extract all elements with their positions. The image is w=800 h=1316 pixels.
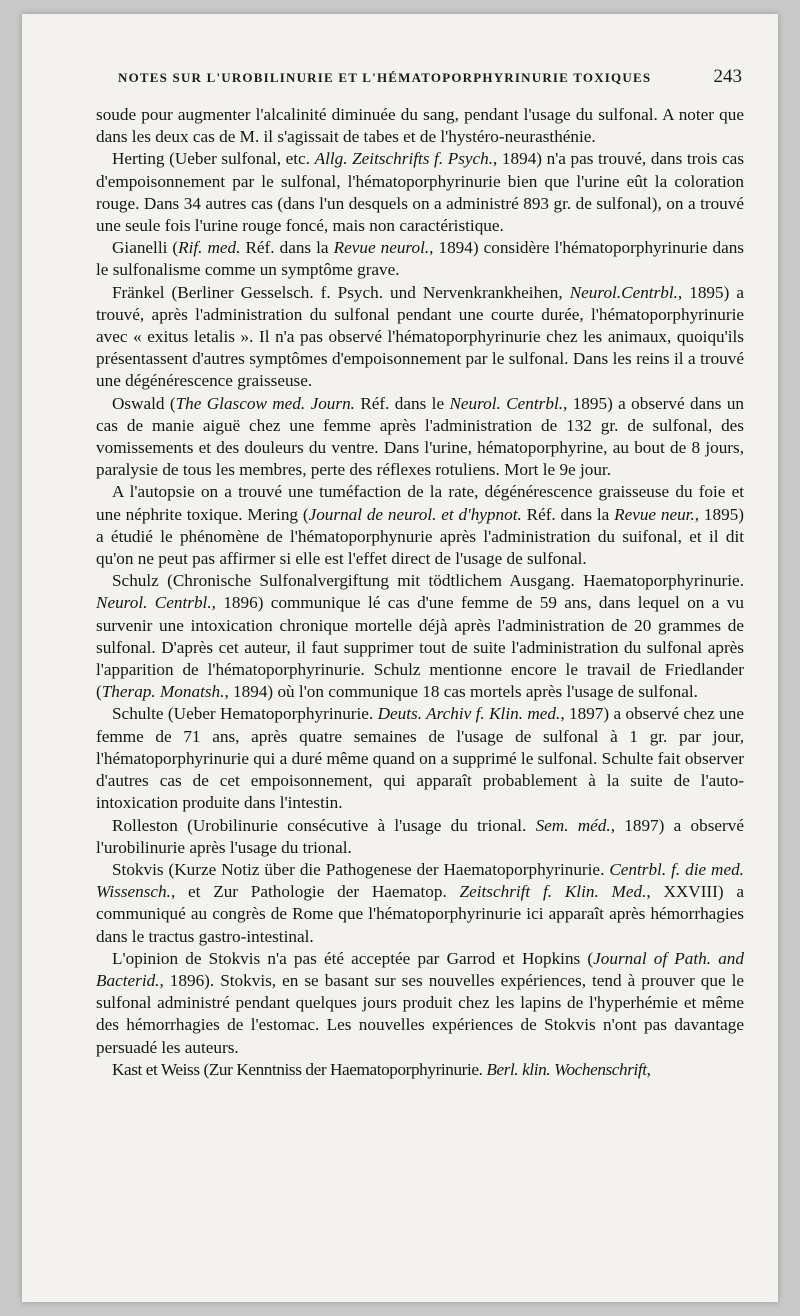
text-run: Herting (Ueber sulfonal, etc. <box>112 149 315 169</box>
text-run: , et Zur Pathologie der Haematop. <box>170 882 460 902</box>
text-run: Fränkel (Berliner Gesselsch. f. Psych. und Nervenkrankheihen, <box>112 282 570 302</box>
book-page <box>22 14 778 1302</box>
paragraph <box>96 859 744 948</box>
text-run: A l'autopsie on a trouvé une tuméfaction de la rate, dégénérescence graisseuse du foie et une néphrite toxique. Mering ( <box>96 482 744 524</box>
text-run: , 1896). Stokvis, en se basant sur ses nouvelles expériences, tend à prouver que le sulfonal administré pendant quelques jours produit chez les lapins de l'hyperhémie et même des hémorrhagies de l'estomac. Les nouvelles expériences de Stokvis n'ont pas davantage persuadé les auteurs. <box>96 970 744 1057</box>
text-run: , 1895) a étudié le phénomène de l'hématoporphynurie après l'administration du suifonal, et il dit qu'on ne peut pas affirmer si elle est l'effet direct de l'usage de sulfonal. <box>96 504 744 569</box>
text-run: soude pour augmenter l'alcalinité diminuée du sang, pendant l'usage du sulfonal. A noter que dans les deux cas de M. il s'agissait de tabes et de l'hystéro-neurasthénie. <box>96 105 744 147</box>
paragraph <box>96 570 744 703</box>
text-run: Oswald ( <box>112 393 176 413</box>
citation-italic: The Glascow med. Journ. <box>175 393 355 413</box>
body-text <box>96 104 744 1081</box>
citation-italic: Deuts. Archiv f. Klin. med. <box>377 704 561 724</box>
text-run: , 1897) a observé chez une femme de 71 ans, après quatre semaines de l'usage de sulfonal à 1 gr. par jour, l'hématoporphyrinurie qui a duré même quand on a supprimé le sulfonal. Schulte fait observer d'autres cas de cet empoisonnement, qui apparaît probablement à la suite de l'auto-intoxication produite dans l'intestin. <box>96 704 744 813</box>
text-run: , 1894) où l'on communique 18 cas mortels après l'usage de sulfonal. <box>224 682 698 702</box>
citation-italic: Journal of Path. and Bacterid. <box>96 948 744 990</box>
text-run: Réf. dans le <box>354 393 450 413</box>
paragraph <box>96 948 744 1059</box>
citation-italic: Berl. klin. Wochenschrift <box>486 1059 647 1079</box>
text-run: Kast et Weiss (Zur Kenntniss der Haematoporphyrinurie. <box>112 1059 487 1079</box>
text-run: Réf. dans la <box>240 238 334 258</box>
citation-italic: Revue neurol. <box>333 238 430 258</box>
text-run: , 1894) n'a pas trouvé, dans trois cas d'empoisonnement par le sulfonal, l'hématoporphyrinurie bien que l'urine eût la coloration rouge. Dans 34 autres cas (dans l'un desquels on a administré 893 gr. de sulfonal), on a trouvé une seule fois l'urine rouge foncé, mais non caractéristique. <box>96 149 745 236</box>
citation-italic: Neurol. Centrbl. <box>449 393 564 413</box>
citation-italic: Rif. med. <box>178 238 241 258</box>
paragraph <box>96 703 744 814</box>
citation-italic: Allg. Zeitschrifts f. Psych. <box>314 149 494 169</box>
text-run: Schulte (Ueber Hematoporphyrinurie. <box>112 704 378 724</box>
citation-italic: Zeitschrift f. Klin. Med. <box>459 882 647 902</box>
text-run: , <box>646 1059 651 1079</box>
text-run: Gianelli ( <box>112 238 179 258</box>
text-run: , XXVIII) a communiqué au congrès de Rome que l'hématoporphyrinurie ici apparaît après hémorrhagies dans le tractus gastro-intestinal. <box>96 882 744 946</box>
paragraph <box>96 237 744 281</box>
text-run: L'opinion de Stokvis n'a pas été acceptée par Garrod et Hopkins ( <box>112 948 594 968</box>
text-run: , 1894) considère l'hématoporphyrinurie dans le sulfonalisme comme un symptôme grave. <box>96 238 744 280</box>
text-run: Stokvis (Kurze Notiz über die Pathogenese der Haematoporphyrinurie. <box>112 859 610 879</box>
paragraph <box>96 1059 744 1081</box>
page-number: 243 <box>713 66 742 87</box>
text-run: Rolleston (Urobilinurie consécutive à l'usage du trional. <box>112 815 536 835</box>
text-run: , 1896) communique lé cas d'une femme de 59 ans, dans lequel on a vu survenir une intoxication chronique mortelle déjà après l'administration de 20 grammes de sulfonal. D'après cet auteur, il faut supprimer tout de suite l'administration du sulfonal après l'apparition de l'hématoporphyrinurie. Schulz mentionne encore le travail de Friedlander ( <box>96 593 744 702</box>
paragraph <box>96 282 744 393</box>
text-run: Réf. dans la <box>521 504 615 524</box>
citation-italic: Centrbl. f. die med. Wissensch. <box>96 859 744 902</box>
citation-italic: Sem. méd. <box>535 815 611 835</box>
paragraph <box>96 104 744 148</box>
page-header <box>118 66 742 88</box>
paragraph <box>96 481 744 570</box>
citation-italic: Neurol. Centrbl. <box>96 593 212 613</box>
citation-italic: Journal de neurol. et d'hypnot. <box>308 504 522 524</box>
paragraph <box>96 815 744 859</box>
citation-italic: Neurol.Centrbl. <box>569 282 678 302</box>
text-run: , 1897) a observé l'urobilinurie après l'usage du trional. <box>96 815 744 857</box>
citation-italic: Revue neur. <box>614 504 695 524</box>
text-run: , 1895) a observé dans un cas de manie aiguë chez une femme après l'administration de 132 gr. de sulfonal, des vomissements et des douleurs du ventre. Dans l'urine, hématoporphyrine, au bout de 8 jours, paralysie de tous les membres, perte des réflexes rotuliens. Mort le 9e jour. <box>96 393 745 480</box>
paragraph <box>96 148 744 237</box>
running-title: NOTES SUR L'UROBILINURIE ET L'HÉMATOPORPHYRINURIE TOXIQUES <box>118 70 652 85</box>
paragraph <box>96 393 744 482</box>
text-run: , 1895) a trouvé, après l'administration du sulfonal pendant une courte durée, l'hématoporphyrinurie avec « exitus letalis ». Il n'a pas observé l'hématoporphyrinurie chez les animaux, quoiqu'ils présentassent d'autres symptômes d'empoisonnement par le sulfonal. Dans les reins il a trouvé une dégénérescence graisseuse. <box>96 282 744 391</box>
citation-italic: Therap. Monatsh. <box>101 682 225 702</box>
text-run: Schulz (Chronische Sulfonalvergiftung mit tödtlichem Ausgang. Haematoporphyrinurie. <box>112 571 744 591</box>
